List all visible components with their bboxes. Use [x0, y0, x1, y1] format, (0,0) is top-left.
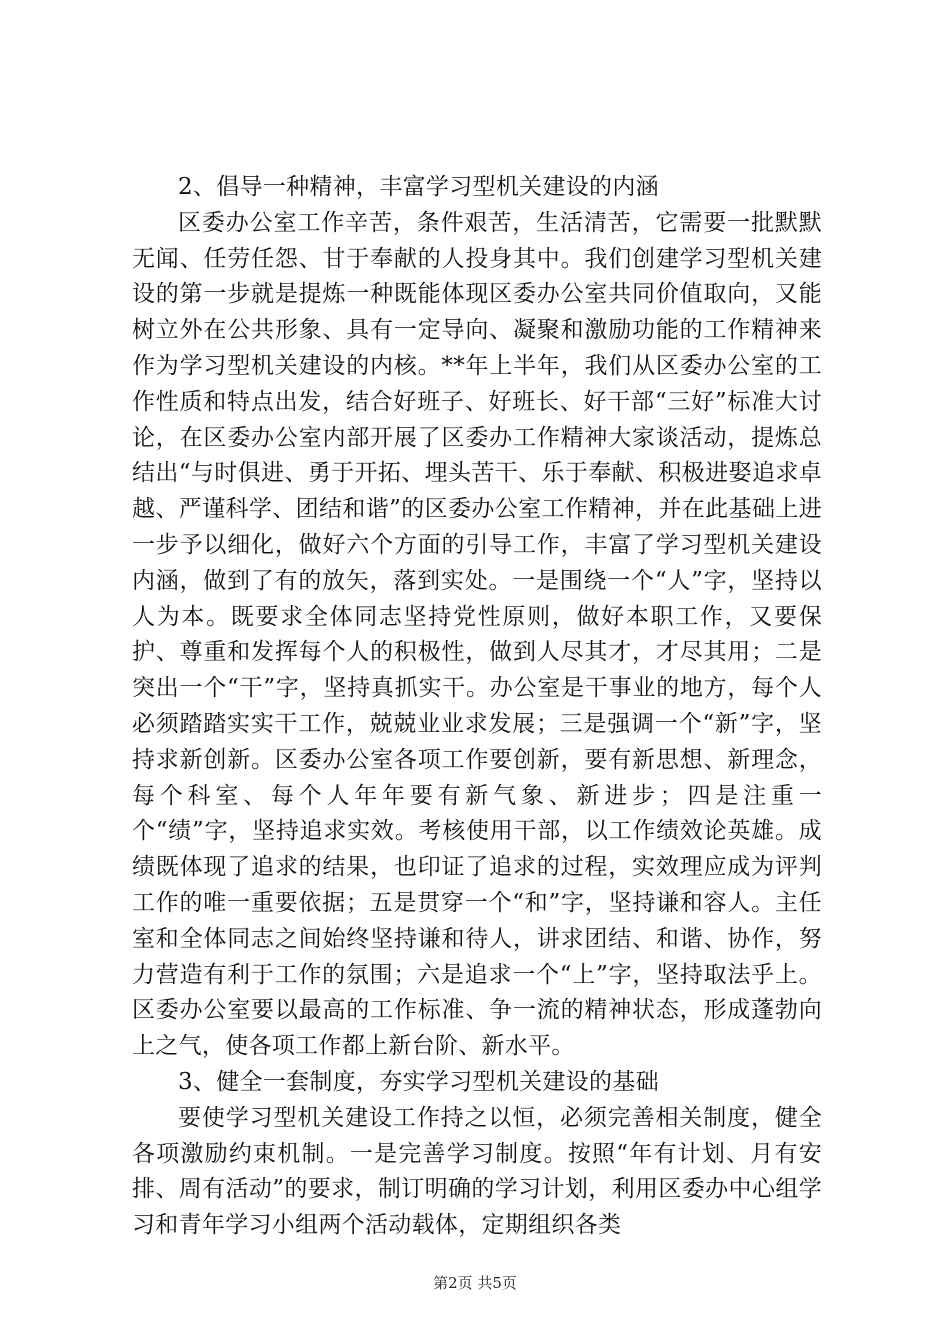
section-heading: 2、倡导一种精神，丰富学习型机关建设的内涵: [178, 174, 659, 200]
page-number-footer: 第2页 共5页: [433, 1274, 517, 1292]
section-paragraph: 要使学习型机关建设工作持之以恒，必须完善相关制度，健全各项激励约束机制。一是完善学习制度。按照“年有计划、月有安排、周有活动”的要求，制订明确的学习计划，利用区委办中心组学习和青年学习小组两个活动载体，定期组织各类: [132, 1104, 822, 1239]
section-heading: 3、健全一套制度，夯实学习型机关建设的基础: [178, 1068, 659, 1095]
section-paragraph: 区委办公室工作辛苦，条件艰苦，生活清苦，它需要一批默默无闻、任劳任怨、甘于奉献的人投身其中。我们创建学习型机关建设的第一步就是提炼一种既能体现区委办公室共同价值取向，又能树立外在公共形象、具有一定导向、凝聚和激励功能的工作精神来作为学习型机关建设的内核。**年上半年，我们从区委办公室的工作性质和特点出发，结合好班子、好班长、好干部“三好”标准大讨论，在区委办公室内部开展了区委办工作精神大家谈活动，提炼总结出“与时俱进、勇于开拓、埋头苦干、乐于奉献、积极进娶追求卓越、严谨科学、团结和谐”的区委办公室工作精神，并在此基础上进一步予以细化，做好六个方面的引导工作，丰富了学习型机关建设内涵，做到了有的放矢，落到实处。一是围绕一个“人”字，坚持以人为本。既要求全体同志坚持党性原则，做好本职工作，又要保护、尊重和发挥每个人的积极性，做到人尽其才，才尽其用；二是突出一个“干”字，坚持真抓实干。办公室是干事业的地方，每个人必须踏踏实实干工作，兢兢业业求发展；三是强调一个“新”字，坚持求新创新。区委办公室各项工作要创新，要有新思想、新理念，每个科室、每个人年年要有新气象、新进步；四是注重一个“绩”字，坚持追求实效。考核使用干部，以工作绩效论英雄。成绩既体现了追求的结果，也印证了追求的过程，实效理应成为评判工作的唯一重要依据；五是贯穿一个“和”字，坚持谦和容人。主任室和全体同志之间始终坚持谦和待人，讲求团结、和谐、协作，努力营造有利于工作的氛围；六是追求一个“上”字，坚持取法乎上。区委办公室要以最高的工作标准、争一流的精神状态，形成蓬勃向上之气，使各项工作都上新台阶、新水平。: [132, 209, 822, 1060]
document-body: [132, 170, 822, 1244]
